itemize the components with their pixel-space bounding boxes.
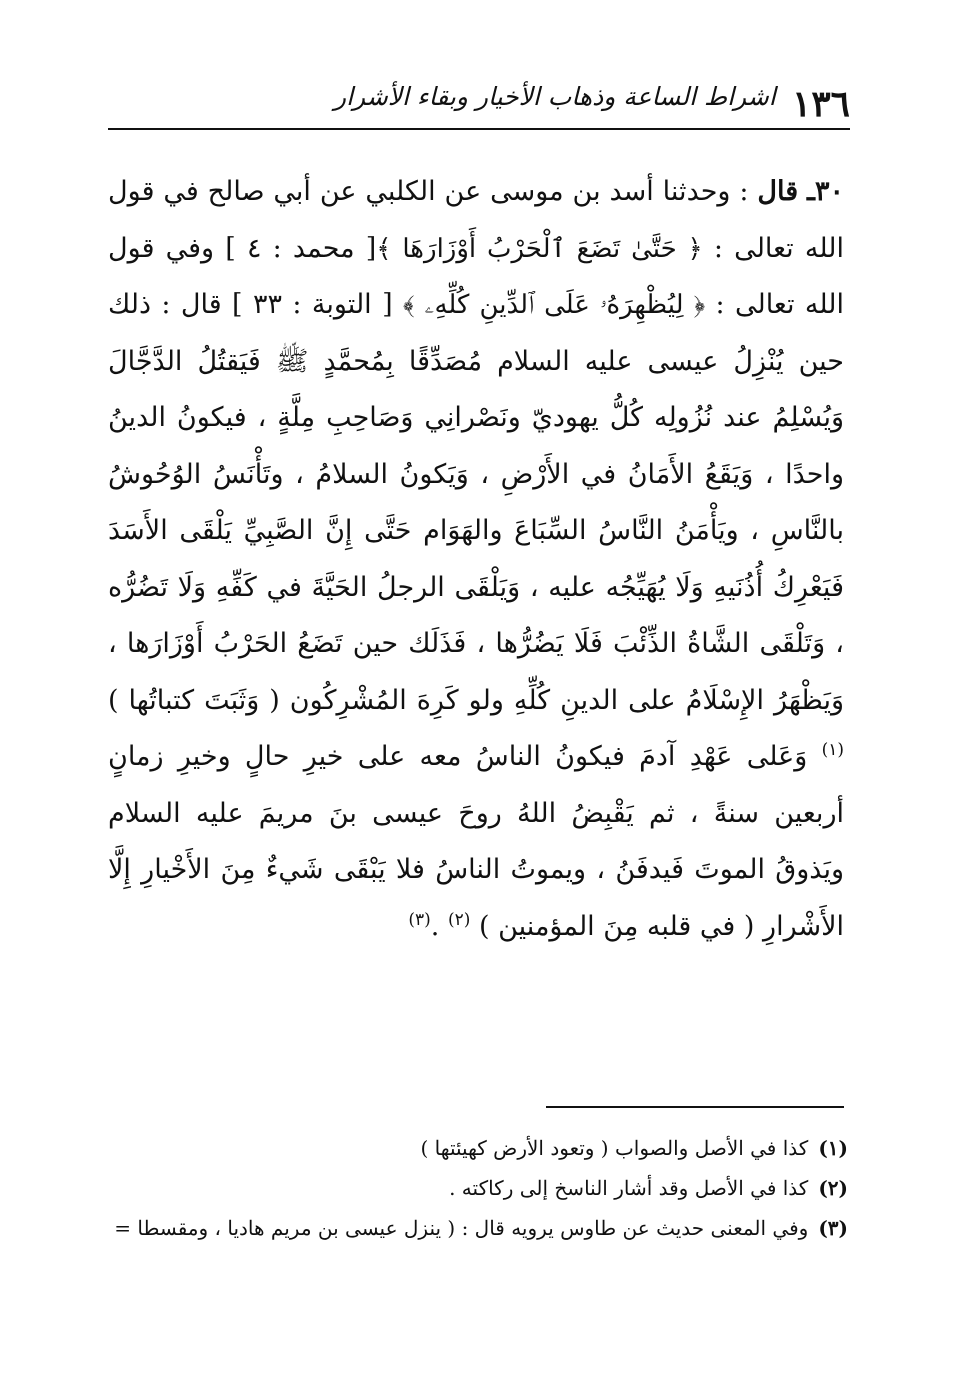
page-header (108, 78, 850, 128)
page-number: ١٣٦ (791, 83, 850, 125)
footnotes (100, 1128, 848, 1248)
footnote-marker: (١) (821, 740, 844, 760)
footnote-rule (546, 1106, 844, 1108)
hadith-qal: قال (757, 176, 799, 207)
hadith-number: ٣٠ـ (807, 176, 844, 207)
text-segment: وفي قول الله تعالى : (108, 232, 844, 320)
footnote-item (100, 1128, 848, 1168)
footnote-text: كذا في الأصل والصواب ( وتعود الأرض كهيئتها ) (420, 1136, 809, 1160)
footnote-number: (١) (818, 1136, 848, 1160)
footnote-number: (٣) (818, 1216, 848, 1240)
footnote-item (100, 1168, 848, 1208)
quran-verse: ﴿ حَتَّىٰ تَضَعَ ٱلْحَرْبُ أَوْزَارَهَا ﴾ (376, 233, 703, 264)
footnote-marker: (٣) (408, 909, 431, 930)
verse-reference: [ محمد : ٤ ] (225, 232, 377, 264)
text-segment: وَعَلى عَهْدِ آدمَ فيكونُ الناسُ معه على خيرِ حالٍ وخيرِ زمانٍ أربعين سنةً ، ثم يَقْبِضُ اللهُ روحَ عيسى بنَ مريمَ عليه السلام ويَذوقُ الموتَ فَيدفَنُ ، ويموتُ الناسُ فلا يَبْقَى شَيءٌ مِنَ الأَخْيارِ إِلَّا الأَشْرارِ ( في قلبه مِنَ المؤمنين ) (108, 741, 844, 942)
running-title: اشراط الساعة وذهاب الأخيار وبقاء الأشرار (334, 82, 776, 111)
footnote-text: وفي المعنى حديث عن طاوس يرويه قال : ( ينزل عيسى بن مريم هاديا ، ومقسطا = (114, 1216, 809, 1240)
footnote-item (100, 1208, 848, 1248)
footnote-marker: (٢) (447, 909, 471, 930)
quran-verse: ﴿ لِيُظْهِرَهُۥ عَلَى ٱلدِّينِ كُلِّهِۦ ﴾ (403, 290, 706, 320)
verse-reference: [ التوبة : ٣٣ ] (232, 289, 393, 320)
text-segment: . (430, 910, 448, 942)
footnote-text: كذا في الأصل وقد أشار الناسخ إلى ركاكته . (449, 1176, 809, 1200)
text-segment: : وحدثنا أسد بن موسى عن الكلبي عن أبي صالح في قول الله تعالى : (108, 176, 844, 264)
footnote-number: (٢) (818, 1176, 848, 1200)
text-segment: قال : ذلك حين يُنْزِلُ عيسى عليه السلام مُصَدِّقًا بِمُحمَّدٍ ﷺ فَيَقتُلُ الدَّجَّالَ وَيُسْلِمُ عند نُزُولِه كُلُّ يهوديّ ونَصْرانِي وَصَاحِبِ مِلَّةٍ ، فيكونُ الدينُ واحدًا ، وَيَقَعُ الأَمَانُ في الأَرْضِ ، وَيَكونُ السلامُ ، وتَأْنَسُ الوُحُوشُ بالنَّاسِ ، ويَأْمَنُ النَّاسُ السِّبَاعَ والهَوَام حَتَّى إِنَّ الصَّبِيِّ يَلْقَى الأَسَدَ فَيَعْرِكُ أُذُنَيهِ وَلَا يُهَيِّجُه عليه ، وَيَلْقَى الرجلُ الحَيَّةَ في كَفِّهِ وَلَا تَضُرُّه ، وَتَلْقَى الشَّاةُ الذِّئْبَ فَلَا يَضُرُّها ، فَذَلَك حين تَضَعُ الحَرْبُ أَوْزَارَها ، وَيَظْهَرُ الإِسْلَامُ على الدينِ كُلِّهِ ولو كَرِهَ المُشْرِكُون ( وَثَبَتَ كتباتُها ) (108, 289, 844, 716)
header-rule (108, 128, 850, 130)
hadith-text (108, 164, 844, 955)
